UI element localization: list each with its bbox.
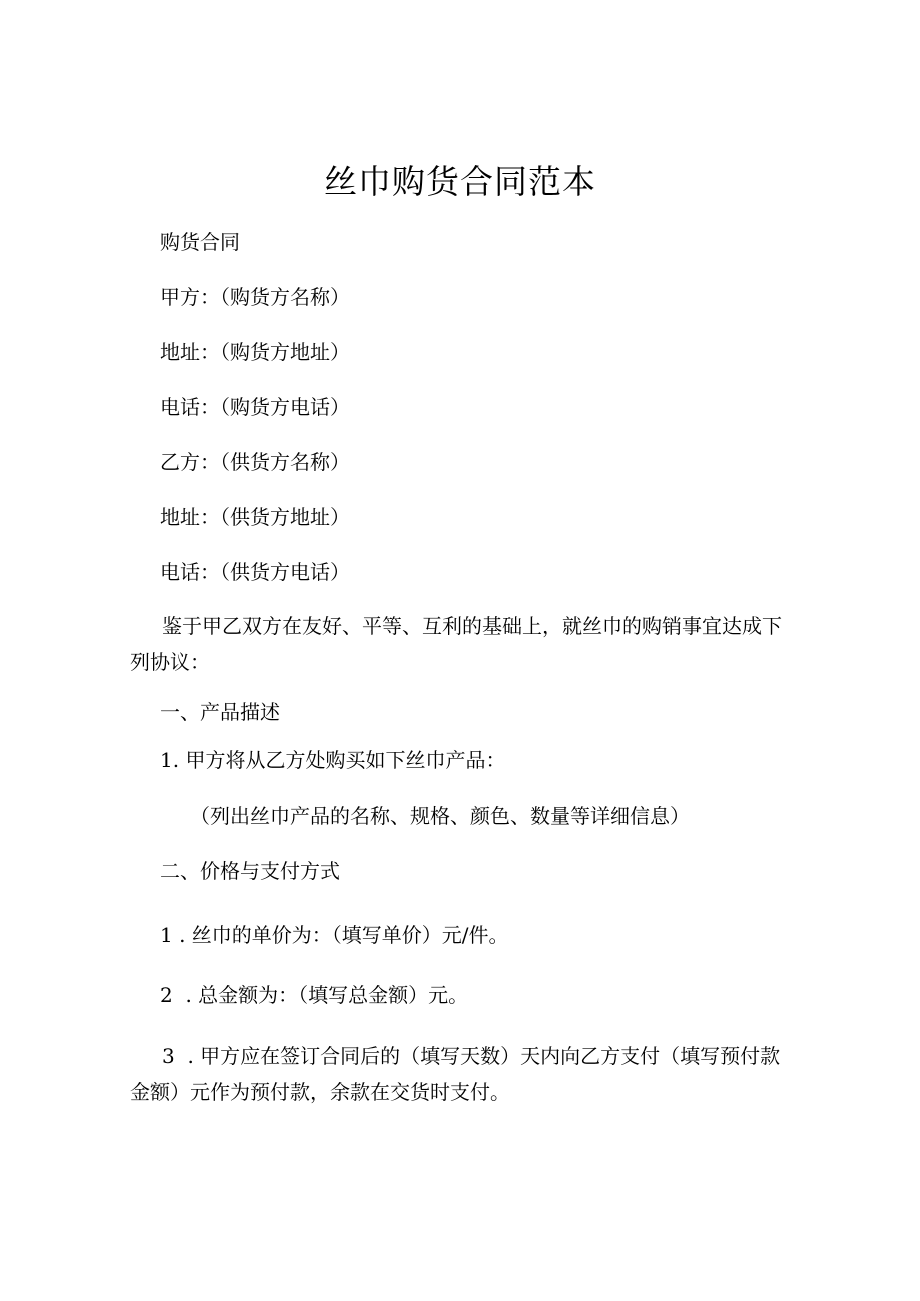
section2-item2: 2 . 总金额为：（填写总金额）元。	[160, 983, 469, 1007]
section1-item1: 1. 甲方将从乙方处购买如下丝巾产品：	[160, 748, 506, 772]
section2-heading: 二、价格与支付方式	[160, 859, 340, 883]
section1-item1-detail: （列出丝巾产品的名称、规格、颜色、数量等详细信息）	[190, 804, 690, 828]
party-b-address: 地址：（供货方地址）	[160, 505, 350, 529]
party-b-phone: 电话：（供货方电话）	[160, 560, 350, 584]
intro-paragraph: 鉴于甲乙双方在友好、平等、互利的基础上，就丝巾的购销事宜达成下列协议：	[130, 614, 782, 674]
party-b-name: 乙方：（供货方名称）	[160, 450, 350, 474]
section2-item3: 3 . 甲方应在签订合同后的（填写天数）天内向乙方支付（填写预付款金额）元作为预付款，余款在交货时支付。	[130, 1044, 781, 1104]
section2-item1: 1 . 丝巾的单价为：（填写单价）元/件。	[160, 923, 509, 947]
party-a-phone: 电话：（购货方电话）	[160, 395, 350, 419]
party-a-address: 地址：（购货方地址）	[160, 340, 350, 364]
party-a-name: 甲方：（购货方名称）	[160, 285, 350, 309]
contract-label: 购货合同	[160, 230, 240, 254]
document-title: 丝巾购货合同范本	[324, 162, 596, 201]
section1-heading: 一、产品描述	[160, 700, 280, 724]
